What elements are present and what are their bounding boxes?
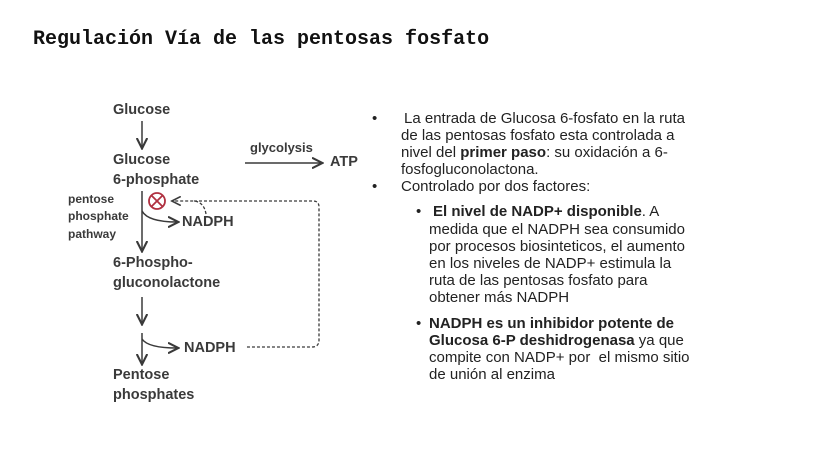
label-atp: ATP (330, 154, 358, 170)
text: : su oxidación a 6- (546, 144, 668, 161)
sub-bullet-2-line: compite con NADP+ por el mismo sitio (429, 349, 690, 366)
text: nivel del (401, 144, 461, 161)
arrow-branch-nadph-2 (142, 339, 177, 348)
bullet-marker: • (372, 178, 378, 195)
label-glycolysis: glycolysis (250, 140, 313, 155)
label-pentose-1: Pentose (113, 367, 170, 383)
sub-bullet-1-line: obtener más NADPH (429, 289, 570, 306)
arrow-branch-nadph-1 (142, 211, 177, 222)
dashed-feedback-nadph-1 (173, 201, 206, 214)
sub-bullet-2-line (429, 316, 674, 331)
label-nadph-1: NADPH (182, 214, 234, 230)
label-pgl-2: gluconolactone (113, 275, 221, 291)
label-ppp-3: pathway (68, 227, 117, 241)
label-glucose: Glucose (113, 102, 171, 118)
label-g6p-2: 6-phosphate (113, 172, 200, 188)
sub-bullet-1-line: medida que el NADPH sea consumido (429, 221, 685, 238)
slide-title: Regulación Vía de las pentosas fosfato (33, 28, 490, 51)
bullet-1-line: La entrada de Glucosa 6-fosfato en la ruta (404, 110, 686, 127)
sub-bullet-1-line: ruta de las pentosas fosfato para (429, 272, 648, 289)
text: . A (641, 203, 660, 220)
sub-bullet-2-line: de unión al enzima (429, 366, 555, 383)
sub-bullet-1-line (433, 204, 659, 219)
label-ppp-2: phosphate (68, 209, 129, 223)
label-nadph-2: NADPH (184, 340, 236, 356)
label-pentose-2: phosphates (113, 387, 195, 403)
bold-text: El nivel de NADP+ disponible (433, 203, 642, 220)
bullet-1-line: fosfogluconolactona. (401, 161, 539, 178)
bullet-2-line: Controlado por dos factores: (401, 178, 591, 195)
bullet-marker: • (372, 110, 378, 127)
label-g6p-1: Glucose (113, 152, 171, 168)
sub-bullet-marker: • (416, 315, 422, 332)
text: ya que (634, 332, 684, 349)
sub-bullet-2-line (429, 333, 684, 348)
bullet-1-line (401, 145, 668, 160)
bold-text: NADPH es un inhibidor potente de (429, 315, 675, 332)
bold-text: Glucosa 6-P deshidrogenasa (429, 332, 635, 349)
label-pgl-1: 6-Phospho- (113, 255, 193, 271)
sub-bullet-1-line: en los niveles de NADP+ estimula la (429, 255, 672, 272)
sub-bullet-marker: • (416, 203, 422, 220)
bullet-1-line: de las pentosas fosfato esta controlada a (401, 127, 675, 144)
bold-text: primer paso (460, 144, 547, 161)
sub-bullet-1-line: por procesos biosinteticos, el aumento (429, 238, 685, 255)
inhibition-icon (149, 193, 165, 209)
label-ppp-1: pentose (68, 192, 115, 206)
